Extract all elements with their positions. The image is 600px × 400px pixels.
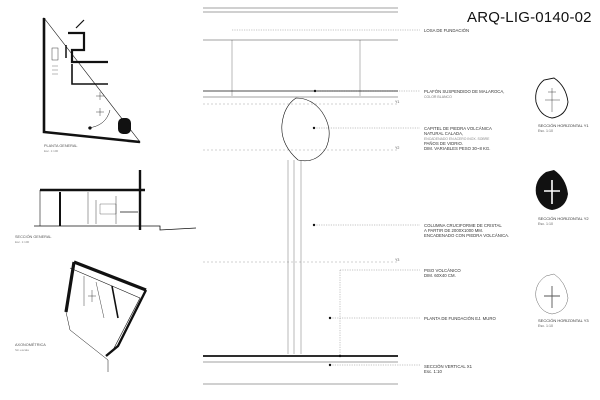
- floor-plan: [44, 18, 140, 142]
- section-y3-title: SECCIÓN HORIZONTAL Y3: [538, 318, 589, 323]
- plan-title: PLANTA GENERAL: [44, 144, 78, 148]
- section-y1-scale: Esc. 1:10: [538, 129, 553, 133]
- callout-column: COLUMNA CRUCIFORME DE CRISTAL A PARTIR DE 2000X1000 MM. ENCADENADO CON PIEDRA VOLCÁNICA.: [424, 223, 510, 238]
- leader-dots: [313, 90, 341, 366]
- section-y3-scale: Esc. 1:10: [538, 324, 553, 328]
- callout-foundation: PLANTA DE FUNDACIÓN EJ. MURO: [424, 316, 496, 321]
- level-mark-y1: Y1: [395, 100, 400, 104]
- callout-labels: [424, 28, 509, 374]
- callout-ceiling: PLAFÓN SUSPENDIDO DE MALAROCA, COLOR BLANCO: [424, 89, 505, 99]
- section-y1-title: SECCIÓN HORIZONTAL Y1: [538, 123, 589, 128]
- plan-scale: Esc. 1:100: [44, 149, 59, 153]
- general-section: [34, 170, 196, 230]
- section-scale: Esc. 1:100: [15, 240, 30, 244]
- callout-slab: LOSA DE FUNDACIÓN: [424, 28, 470, 33]
- axo-scale: Sin escala: [15, 348, 29, 352]
- callout-floor: PISO VOLCÁNICO DIM. 60X40 CM.: [424, 268, 461, 278]
- level-mark-y2: Y2: [395, 146, 400, 150]
- callout-capital: CAPITEL DE PIEDRA VOLCÁNICA NATURAL CALADA, ENCADENADO EN ACERO INOX. SOBRE PAÑOS DE VIDRIO. DIM. VARIABLES PESO 30~8 KG.: [424, 126, 492, 151]
- horizontal-section-y3: [536, 274, 568, 314]
- callout-vertical-section: SECCIÓN VERTICAL X1 Esc. 1:10: [424, 364, 472, 374]
- horizontal-section-y1: [536, 78, 568, 118]
- section-y2-scale: Esc. 1:10: [538, 222, 553, 226]
- vertical-section: [203, 8, 420, 384]
- horizontal-section-y2: [536, 170, 568, 210]
- sheet-code: ARQ-LIG-0140-02: [467, 9, 592, 26]
- level-mark-y3: Y3: [395, 258, 400, 262]
- axonometric-view: [66, 262, 146, 372]
- section-title: SECCIÓN GENERAL: [15, 235, 52, 239]
- axo-title: AXONOMÉTRICA: [15, 343, 46, 347]
- section-y2-title: SECCIÓN HORIZONTAL Y2: [538, 216, 589, 221]
